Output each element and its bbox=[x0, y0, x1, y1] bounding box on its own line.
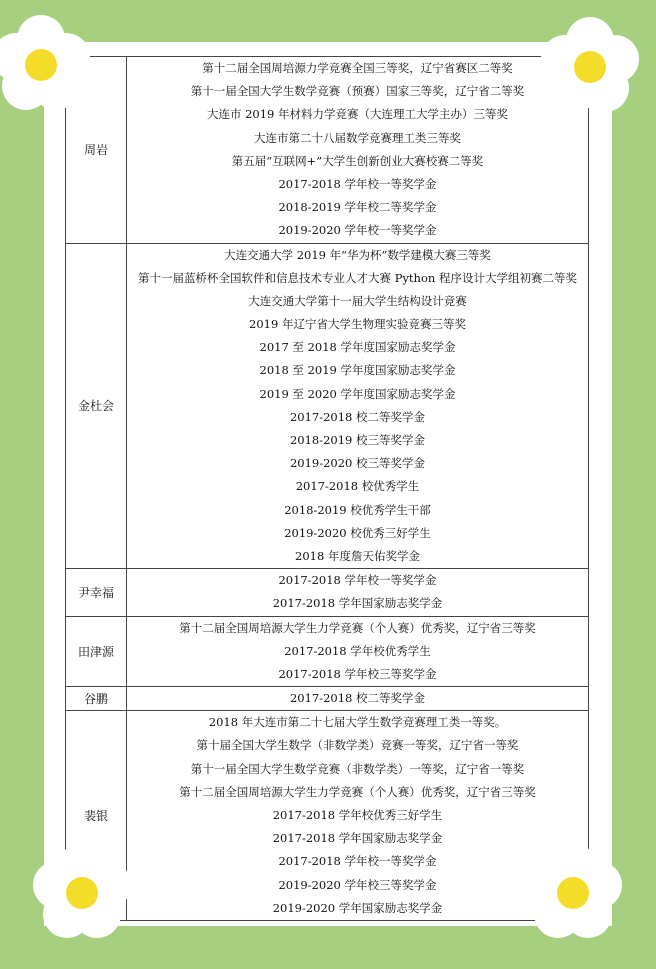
award-item: 2019 至 2020 学年度国家励志奖学金 bbox=[259, 386, 456, 401]
daisy-bottom-right-decoration bbox=[520, 840, 626, 946]
student-name: 谷鹏 bbox=[66, 687, 127, 711]
student-name: 尹幸福 bbox=[66, 569, 127, 616]
student-name: 金杜会 bbox=[66, 243, 127, 569]
award-item: 大连市 2019 年材料力学竞赛（大连理工大学主办）三等奖 bbox=[206, 107, 509, 122]
student-row bbox=[66, 243, 589, 569]
award-item: 2017-2018 学年校优秀学生 bbox=[284, 643, 431, 658]
award-list-cell bbox=[127, 616, 589, 687]
award-item: 第十一届全国大学生数学竞赛（预赛）国家三等奖，辽宁省二等奖 bbox=[190, 84, 525, 99]
awards-table bbox=[65, 56, 589, 921]
student-row bbox=[66, 616, 589, 687]
student-row bbox=[66, 57, 589, 244]
award-item: 第十一届蓝桥杯全国软件和信息技术专业人才大赛 Python 程序设计大学组初赛二等奖 bbox=[138, 270, 577, 285]
award-item: 2019-2020 学年校三等奖学金 bbox=[278, 877, 437, 892]
award-item: 2017-2018 学年校三等奖学金 bbox=[278, 666, 437, 681]
award-item: 第五届“互联网+”大学生创新创业大赛校赛二等奖 bbox=[231, 153, 484, 168]
award-item: 2017-2018 校二等奖学金 bbox=[289, 409, 426, 424]
award-item: 第十二届全国周培源力学竞赛全国三等奖，辽宁省赛区二等奖 bbox=[202, 61, 513, 75]
award-list-cell bbox=[127, 57, 589, 244]
award-item: 2017-2018 学年校一等奖学金 bbox=[278, 854, 437, 869]
award-item: 2018-2019 校三等奖学金 bbox=[289, 433, 426, 447]
award-item: 2017-2018 学年校一等奖学金 bbox=[278, 176, 437, 191]
award-item: 2019-2020 校三等奖学金 bbox=[289, 456, 426, 471]
award-item: 2018 年大连市第二十七届大学生数学竞赛理工类一等奖。 bbox=[208, 715, 507, 730]
award-item: 大连交通大学第十一届大学生结构设计竞赛 bbox=[248, 293, 467, 308]
award-item: 2019-2020 校优秀三好学生 bbox=[284, 525, 431, 540]
daisy-top-right-decoration bbox=[537, 14, 643, 120]
award-item: 2017-2018 学年国家励志奖学金 bbox=[272, 596, 443, 611]
award-item: 第十一届全国大学生数学竞赛（非数学类）一等奖，辽宁省一等奖 bbox=[190, 761, 525, 776]
award-item: 2018 年度詹天佑奖学金 bbox=[295, 548, 420, 563]
award-item: 大连交通大学 2019 年“华为杯”数学建模大赛三等奖 bbox=[224, 247, 491, 262]
award-item: 2019-2020 学年校一等奖学金 bbox=[278, 223, 437, 238]
student-name: 裴银 bbox=[66, 711, 127, 921]
award-item: 第十届全国大学生数学（非数学类）竞赛一等奖，辽宁省一等奖 bbox=[196, 738, 519, 753]
award-list-cell bbox=[127, 687, 589, 711]
award-item: 第十二届全国周培源大学生力学竞赛（个人赛）优秀奖，辽宁省三等奖 bbox=[179, 620, 536, 635]
award-item: 第十二届全国周培源大学生力学竞赛（个人赛）优秀奖，辽宁省三等奖 bbox=[179, 784, 536, 799]
student-row bbox=[66, 569, 589, 616]
award-item: 2019-2020 学年国家励志奖学金 bbox=[272, 900, 443, 915]
student-name: 周岩 bbox=[66, 57, 127, 244]
daisy-top-left-decoration bbox=[0, 12, 94, 118]
award-item: 2017-2018 学年校优秀三好学生 bbox=[272, 808, 443, 822]
award-item: 2019 年辽宁省大学生物理实验竞赛三等奖 bbox=[249, 317, 466, 332]
award-list-cell bbox=[127, 569, 589, 616]
award-item: 2018 至 2019 学年度国家励志奖学金 bbox=[259, 363, 456, 378]
award-item: 2017-2018 学年国家励志奖学金 bbox=[272, 831, 443, 846]
award-item: 大连市第二十八届数学竞赛理工类三等奖 bbox=[254, 130, 461, 145]
student-row bbox=[66, 687, 589, 711]
award-list-cell bbox=[127, 243, 589, 569]
award-item: 2017-2018 校二等奖学金 bbox=[289, 691, 426, 706]
daisy-bottom-left-decoration bbox=[29, 840, 135, 946]
student-name: 田津源 bbox=[66, 616, 127, 687]
award-item: 2018-2019 学年校二等奖学金 bbox=[278, 200, 437, 215]
award-item: 2017 至 2018 学年度国家励志奖学金 bbox=[259, 340, 456, 355]
document-page bbox=[44, 42, 612, 926]
student-row bbox=[66, 711, 589, 921]
award-item: 2018-2019 校优秀学生干部 bbox=[284, 502, 431, 517]
award-item: 2017-2018 学年校一等奖学金 bbox=[278, 573, 437, 588]
award-item: 2017-2018 校优秀学生 bbox=[295, 479, 420, 494]
